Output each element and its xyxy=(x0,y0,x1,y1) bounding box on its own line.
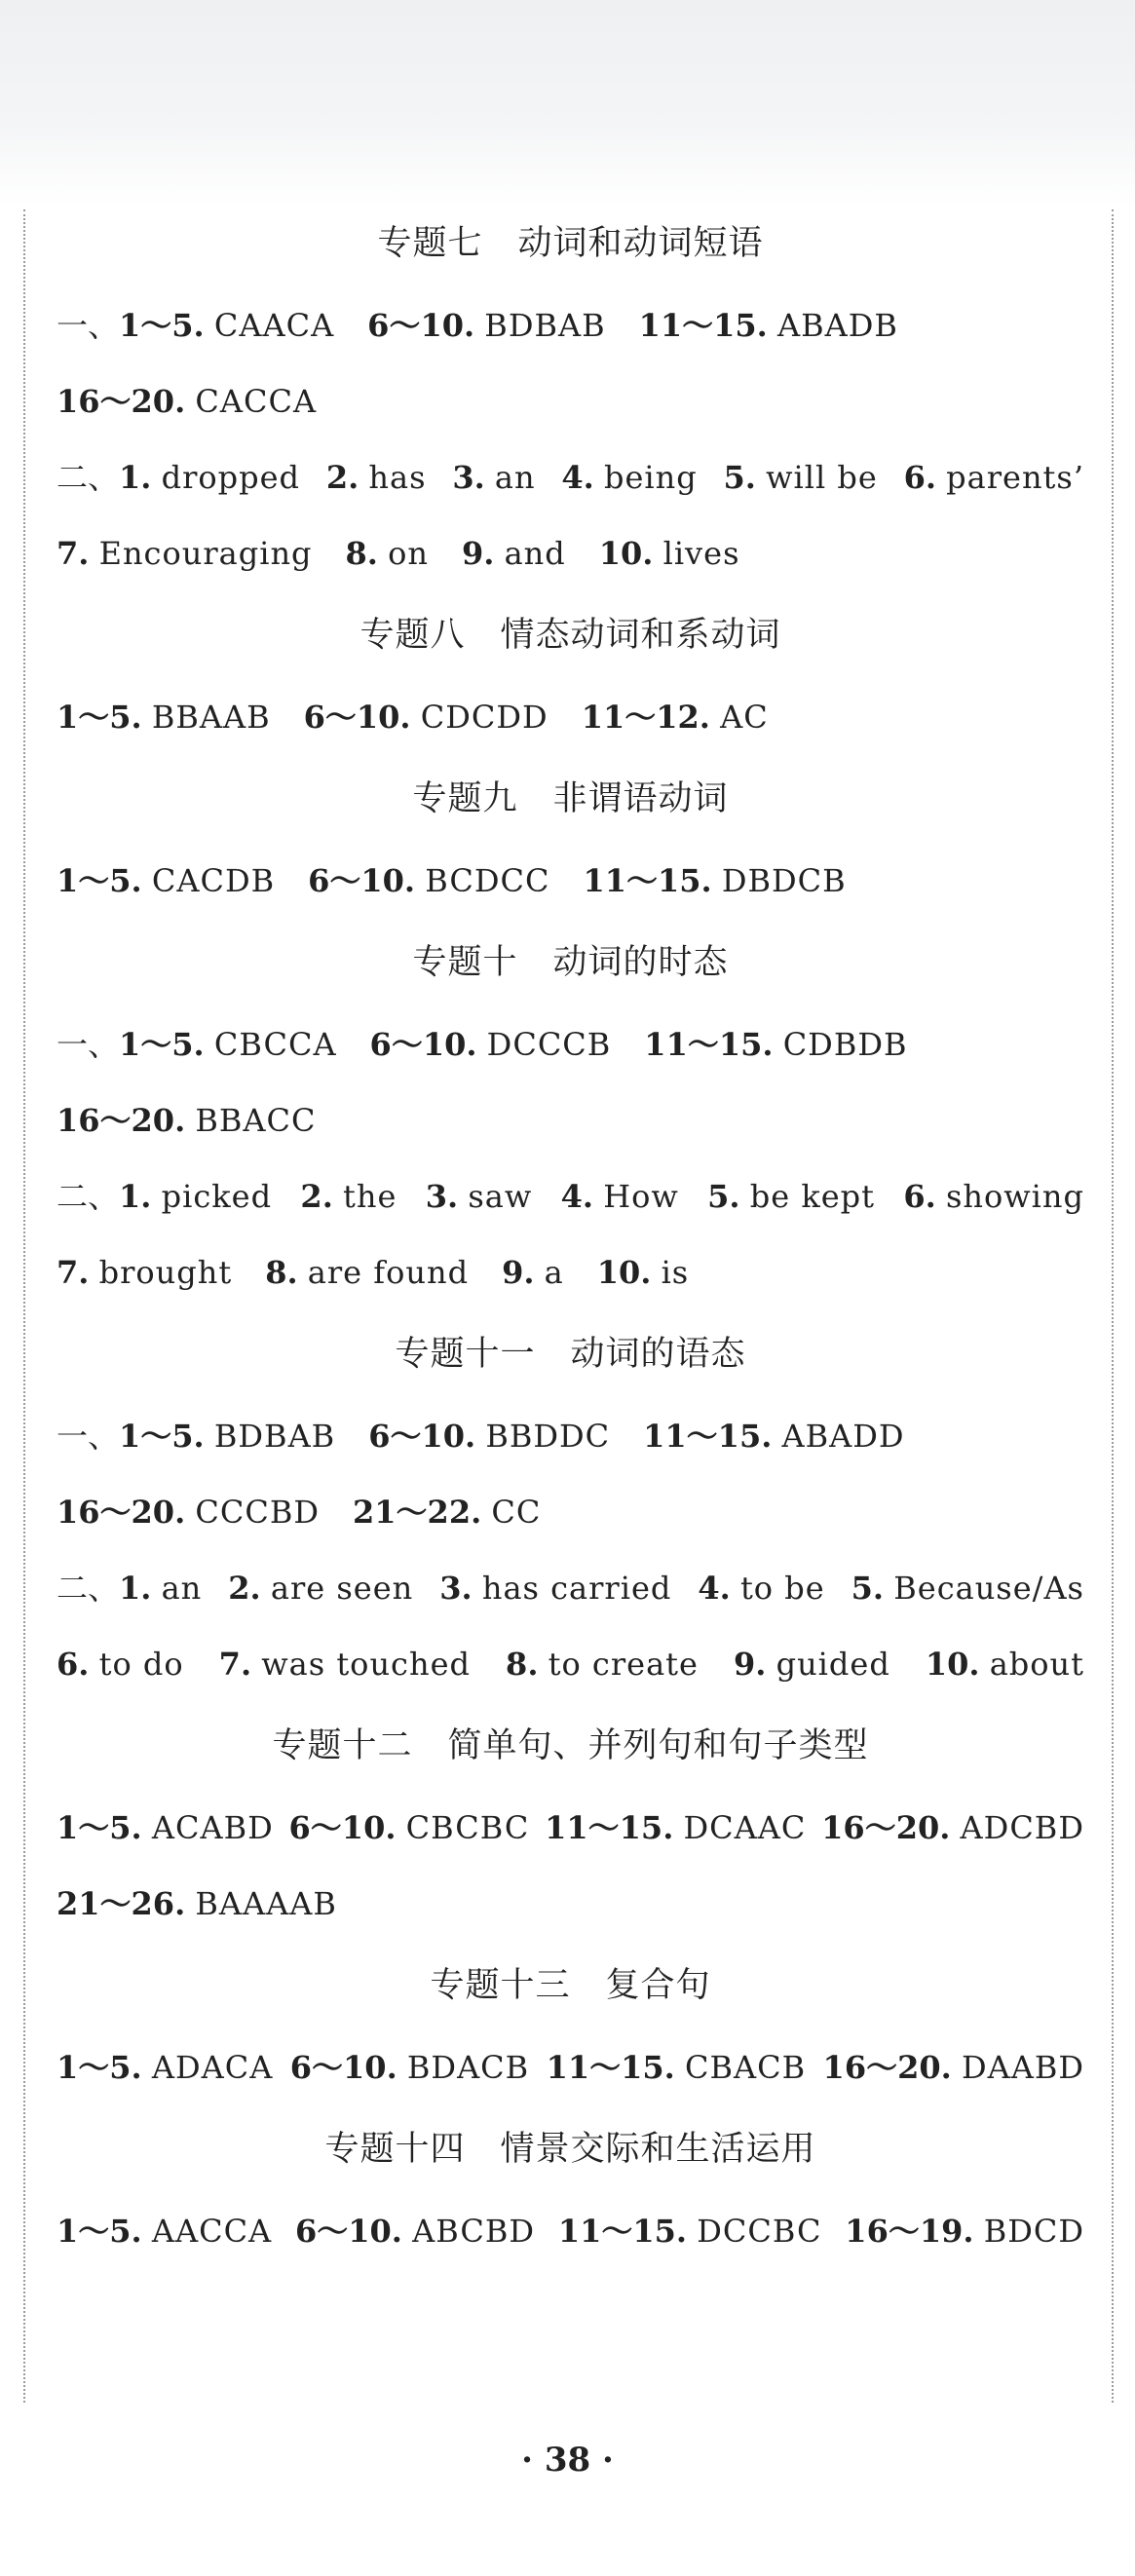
section-title: 专题九 非谓语动词 xyxy=(412,779,729,818)
answer-text: Because/As xyxy=(893,1570,1084,1607)
answer-group xyxy=(439,1550,671,1626)
answer-text: CBACB xyxy=(685,2049,807,2086)
question-number: 7. xyxy=(57,535,90,572)
answer-group xyxy=(57,307,334,344)
section-title: 专题十四 情景交际和生活运用 xyxy=(324,2130,816,2169)
question-number: 16～20. xyxy=(57,1102,186,1139)
answer-group xyxy=(724,439,878,515)
question-number: 2. xyxy=(228,1570,261,1607)
top-scan-shading xyxy=(0,0,1135,205)
answer-group xyxy=(558,2193,822,2269)
question-number: 1～5. xyxy=(57,2049,142,2086)
answer-line xyxy=(57,1006,1084,1082)
answer-group xyxy=(57,1254,232,1291)
question-number: 9. xyxy=(461,535,495,572)
section-title: 专题八 情态动词和系动词 xyxy=(359,616,781,655)
answer-group xyxy=(845,2193,1084,2269)
answer-line xyxy=(57,1790,1084,1866)
answer-text: brought xyxy=(98,1254,233,1291)
question-number: 7. xyxy=(218,1646,252,1683)
answer-text: DAABD xyxy=(961,2049,1084,2086)
answer-line xyxy=(57,1626,1084,1702)
answer-group xyxy=(643,1418,904,1455)
question-number: 8. xyxy=(345,535,378,572)
answer-group xyxy=(57,862,275,899)
answer-group xyxy=(582,699,769,736)
answer-group xyxy=(57,1418,335,1455)
answer-text: and xyxy=(504,535,566,572)
answer-group xyxy=(426,1158,532,1234)
question-number: 16～20. xyxy=(57,383,186,420)
answer-group xyxy=(57,1790,274,1866)
answer-text: BBAAB xyxy=(151,699,271,736)
answer-text: are seen xyxy=(270,1570,414,1607)
answer-text: DCCBC xyxy=(697,2213,822,2250)
answer-line xyxy=(57,1550,1084,1626)
answer-text: ADCBD xyxy=(960,1809,1084,1846)
answer-group xyxy=(290,2029,529,2105)
answer-text: lives xyxy=(662,535,740,572)
answer-group xyxy=(219,1626,471,1702)
answer-group xyxy=(326,439,427,515)
answer-text: ABCBD xyxy=(412,2213,535,2250)
answer-line xyxy=(57,1082,1084,1158)
answer-group xyxy=(597,1254,690,1291)
question-number: 10. xyxy=(598,535,654,572)
answer-line xyxy=(57,1398,1084,1474)
answer-group xyxy=(823,2029,1084,2105)
left-dotted-rule xyxy=(23,209,25,2403)
answer-text: to be xyxy=(739,1570,825,1607)
question-number: 11～15. xyxy=(545,1809,674,1846)
answer-group xyxy=(639,307,898,344)
part-prefix: 一、 xyxy=(57,1418,120,1455)
answer-text: BCDCC xyxy=(425,862,550,899)
part-prefix: 一、 xyxy=(57,307,120,344)
question-number: 1～5. xyxy=(119,307,205,344)
answer-text: has xyxy=(368,459,427,496)
answer-text: saw xyxy=(468,1178,533,1215)
answer-text: How xyxy=(603,1178,679,1215)
answer-text: CDCDD xyxy=(420,699,549,736)
answer-line xyxy=(57,363,1084,439)
answer-text: Encouraging xyxy=(98,535,313,572)
page-number-value: 38 xyxy=(544,2441,591,2480)
question-number: 1. xyxy=(119,459,152,496)
answer-text: AACCA xyxy=(151,2213,273,2250)
answer-text: to create xyxy=(548,1646,699,1683)
part-prefix: 二、 xyxy=(57,1570,120,1607)
answer-group xyxy=(57,1158,272,1234)
answer-group xyxy=(308,862,549,899)
question-number: 2. xyxy=(300,1178,333,1215)
page-number: · 38 · xyxy=(521,2441,614,2480)
answer-group xyxy=(698,1550,824,1626)
answer-group xyxy=(547,2029,807,2105)
answer-group xyxy=(502,1254,564,1291)
question-number: 21～22. xyxy=(353,1494,482,1531)
answer-line xyxy=(57,1234,1084,1310)
answer-key-content xyxy=(57,200,1084,2269)
question-number: 3. xyxy=(452,459,485,496)
answer-text: CACDB xyxy=(151,862,276,899)
right-dotted-rule xyxy=(1112,209,1114,2403)
answer-text: AC xyxy=(720,699,769,736)
answer-group xyxy=(583,862,846,899)
answer-text: BDACB xyxy=(406,2049,530,2086)
question-number: 10. xyxy=(925,1646,980,1683)
part-prefix: 一、 xyxy=(57,1026,120,1063)
answer-group xyxy=(57,1102,317,1139)
answer-line xyxy=(57,1158,1084,1234)
question-number: 16～20. xyxy=(821,1809,951,1846)
answer-text: BBACC xyxy=(195,1102,317,1139)
section-title: 专题十 动词的时态 xyxy=(412,943,729,982)
question-number: 21～26. xyxy=(57,1885,186,1922)
question-number: 9. xyxy=(734,1646,767,1683)
answer-group xyxy=(506,1626,699,1702)
section-title: 专题十一 动词的语态 xyxy=(395,1335,746,1374)
answer-text: CDBDB xyxy=(782,1026,908,1063)
answer-text: DCAAC xyxy=(683,1809,807,1846)
answer-group xyxy=(300,1158,397,1234)
answer-group xyxy=(57,2029,273,2105)
question-number: 6～10. xyxy=(368,1418,476,1455)
question-number: 3. xyxy=(425,1178,459,1215)
answer-text: showing xyxy=(945,1178,1084,1215)
question-number: 16～20. xyxy=(57,1494,186,1531)
answer-text: picked xyxy=(161,1178,273,1215)
answer-text: CAACA xyxy=(213,307,335,344)
question-number: 4. xyxy=(561,459,594,496)
question-number: 6～10. xyxy=(295,2213,402,2250)
answer-text: parents’ xyxy=(946,459,1084,496)
question-number: 5. xyxy=(851,1570,885,1607)
question-number: 1～5. xyxy=(119,1418,205,1455)
question-number: 1～5. xyxy=(119,1026,205,1063)
answer-line xyxy=(57,2193,1084,2269)
answer-group xyxy=(926,1626,1084,1702)
answer-group xyxy=(57,439,300,515)
answer-text: dropped xyxy=(161,459,301,496)
answer-text: an xyxy=(161,1570,203,1607)
answer-group xyxy=(851,1550,1084,1626)
answer-text: CC xyxy=(491,1494,542,1531)
question-number: 11～15. xyxy=(638,307,768,344)
answer-text: the xyxy=(343,1178,397,1215)
question-number: 6～10. xyxy=(369,1026,477,1063)
question-number: 1～5. xyxy=(57,2213,142,2250)
answer-text: are found xyxy=(307,1254,470,1291)
answer-group xyxy=(561,1158,679,1234)
question-number: 7. xyxy=(57,1254,90,1291)
answer-text: will be xyxy=(766,459,878,496)
part-prefix: 二、 xyxy=(57,459,120,496)
answer-text: a xyxy=(544,1254,564,1291)
answer-text: is xyxy=(661,1254,690,1291)
answer-text: CBCBC xyxy=(405,1809,530,1846)
answer-group xyxy=(707,1158,875,1234)
answer-group xyxy=(368,1418,610,1455)
question-number: 11～15. xyxy=(583,862,712,899)
question-number: 2. xyxy=(325,459,359,496)
answer-text: on xyxy=(388,535,429,572)
answer-line xyxy=(57,1474,1084,1550)
answer-text: CBCCA xyxy=(213,1026,337,1063)
answer-text: DBDCB xyxy=(721,862,847,899)
part-prefix: 二、 xyxy=(57,1178,120,1215)
answer-text: CCCBD xyxy=(195,1494,321,1531)
question-number: 8. xyxy=(265,1254,298,1291)
section-title: 专题十三 复合句 xyxy=(430,1966,711,2005)
question-number: 6. xyxy=(57,1646,90,1683)
question-number: 11～15. xyxy=(557,2213,688,2250)
question-number: 11～15. xyxy=(644,1026,774,1063)
section-title: 专题七 动词和动词短语 xyxy=(377,224,764,263)
question-number: 6. xyxy=(903,1178,936,1215)
answer-text: has carried xyxy=(481,1570,672,1607)
answer-group xyxy=(734,1626,890,1702)
question-number: 6～10. xyxy=(289,2049,397,2086)
answer-group xyxy=(57,1494,320,1531)
answer-group xyxy=(265,1254,469,1291)
answer-text: DCCCB xyxy=(486,1026,612,1063)
answer-group xyxy=(644,1026,907,1063)
answer-group xyxy=(353,1494,541,1531)
answer-group xyxy=(57,1550,202,1626)
answer-group xyxy=(346,535,429,572)
answer-group xyxy=(904,439,1084,515)
question-number: 1～5. xyxy=(57,1809,142,1846)
answer-group xyxy=(57,535,313,572)
answer-group xyxy=(370,1026,612,1063)
answer-group xyxy=(821,1790,1084,1866)
answer-text: was touched xyxy=(261,1646,471,1683)
answer-text: CACCA xyxy=(195,383,318,420)
answer-text: guided xyxy=(776,1646,890,1683)
answer-text: BAAAAB xyxy=(195,1885,337,1922)
answer-group xyxy=(367,307,605,344)
question-number: 6～10. xyxy=(367,307,475,344)
answer-line xyxy=(57,1866,1084,1942)
answer-text: BDCD xyxy=(983,2213,1084,2250)
answer-text: ABADB xyxy=(777,307,898,344)
question-number: 6. xyxy=(903,459,936,496)
answer-text: ADACA xyxy=(151,2049,274,2086)
question-number: 6～10. xyxy=(303,699,411,736)
answer-group xyxy=(599,535,740,572)
question-number: 6～10. xyxy=(288,1809,397,1846)
answer-line xyxy=(57,679,1084,755)
question-number: 1. xyxy=(119,1570,152,1607)
answer-text: being xyxy=(603,459,698,496)
question-number: 3. xyxy=(439,1570,473,1607)
question-number: 6～10. xyxy=(308,862,416,899)
section-title: 专题十二 简单句、并列句和句子类型 xyxy=(272,1726,869,1765)
answer-group xyxy=(57,1885,337,1922)
answer-group xyxy=(57,699,271,736)
question-number: 5. xyxy=(707,1178,740,1215)
answer-line xyxy=(57,287,1084,363)
answer-group xyxy=(545,1790,806,1866)
answer-line xyxy=(57,515,1084,591)
question-number: 10. xyxy=(596,1254,652,1291)
question-number: 1～5. xyxy=(57,862,142,899)
answer-group xyxy=(452,439,535,515)
answer-group xyxy=(57,1626,184,1702)
answer-text: about xyxy=(989,1646,1084,1683)
answer-group xyxy=(57,383,317,420)
question-number: 4. xyxy=(698,1570,731,1607)
question-number: 11～15. xyxy=(643,1418,773,1455)
answer-text: ACABD xyxy=(151,1809,274,1846)
answer-text: BBDDC xyxy=(485,1418,611,1455)
answer-group xyxy=(228,1550,413,1626)
answer-group xyxy=(561,439,697,515)
answer-group xyxy=(57,2193,272,2269)
question-number: 16～20. xyxy=(822,2049,952,2086)
question-number: 4. xyxy=(560,1178,594,1215)
question-number: 9. xyxy=(502,1254,535,1291)
answer-group xyxy=(304,699,549,736)
answer-group xyxy=(462,535,566,572)
answer-text: ABADD xyxy=(781,1418,905,1455)
question-number: 8. xyxy=(506,1646,539,1683)
answer-line xyxy=(57,439,1084,515)
answer-group xyxy=(295,2193,535,2269)
question-number: 5. xyxy=(723,459,756,496)
question-number: 11～15. xyxy=(546,2049,675,2086)
answer-line xyxy=(57,2029,1084,2105)
answer-text: BDBAB xyxy=(484,307,606,344)
answer-line xyxy=(57,843,1084,919)
question-number: 16～19. xyxy=(845,2213,974,2250)
answer-text: to do xyxy=(98,1646,184,1683)
question-number: 1. xyxy=(119,1178,152,1215)
answer-text: BDBAB xyxy=(213,1418,336,1455)
answer-group xyxy=(57,1026,337,1063)
answer-text: an xyxy=(494,459,536,496)
question-number: 11～12. xyxy=(581,699,710,736)
question-number: 1～5. xyxy=(57,699,142,736)
answer-group xyxy=(289,1790,530,1866)
answer-text: be kept xyxy=(749,1178,875,1215)
answer-group xyxy=(903,1158,1084,1234)
